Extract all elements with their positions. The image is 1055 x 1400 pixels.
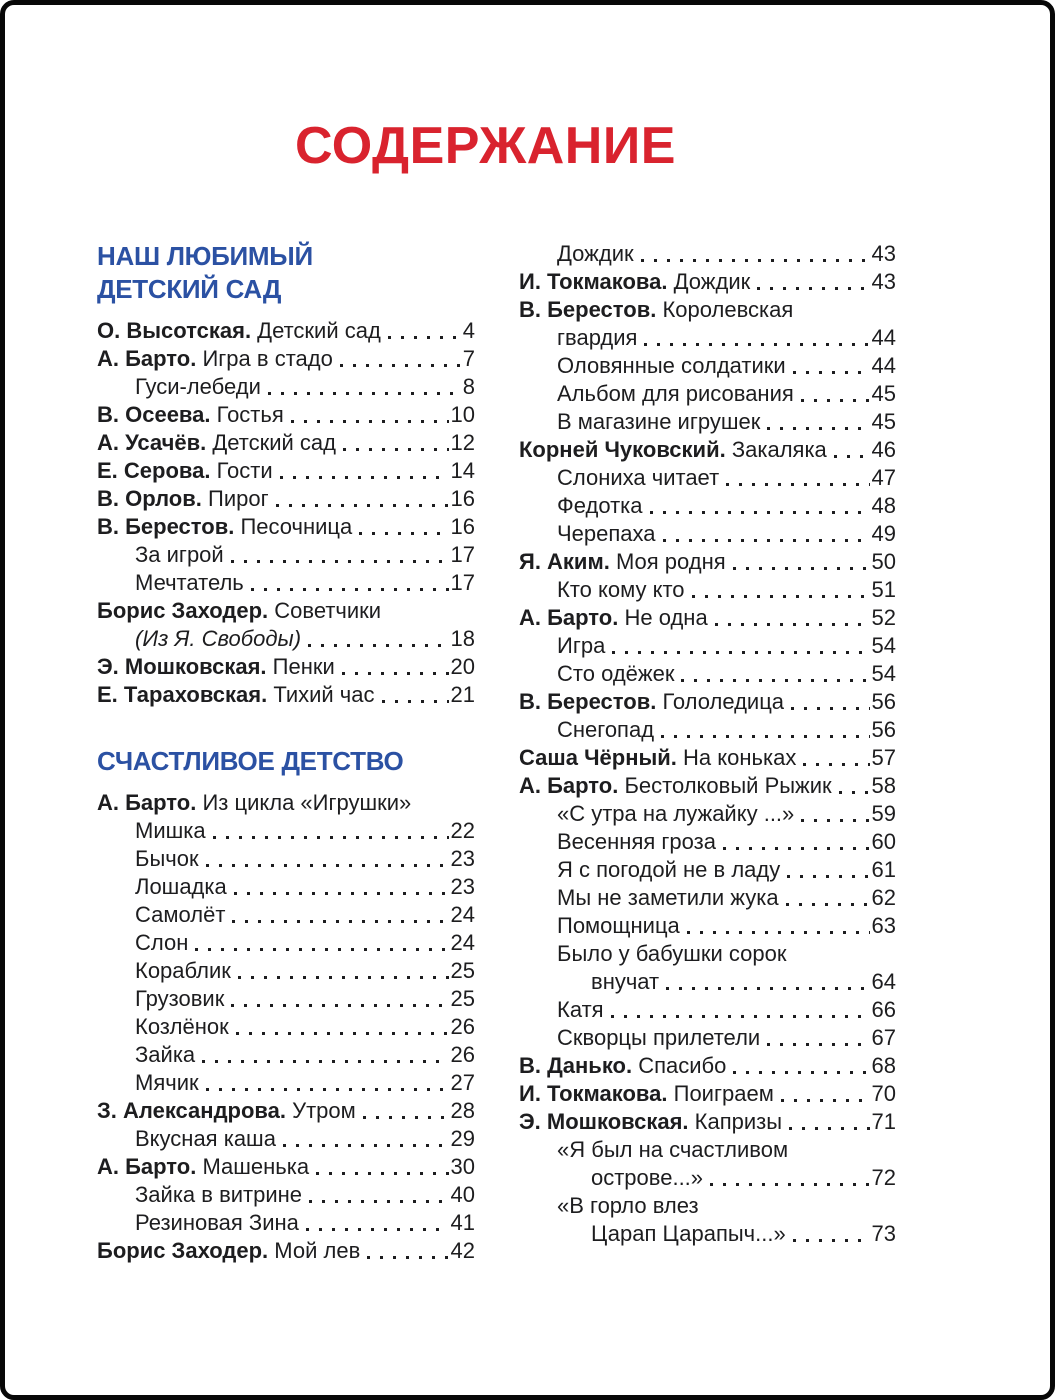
page-number: 64 [871, 969, 896, 994]
toc-entry [519, 1108, 896, 1136]
toc-columns [97, 240, 997, 1265]
entry-author: З. Александрова. [97, 1098, 293, 1123]
dot-leader [786, 903, 870, 912]
page-number: 62 [871, 885, 896, 910]
toc-entry [97, 1125, 475, 1153]
toc-entry [97, 541, 475, 569]
page-number: 18 [450, 626, 475, 651]
page-number: 16 [450, 486, 475, 511]
dot-leader [803, 763, 869, 772]
entry-author: Саша Чёрный. [519, 745, 684, 770]
section-header-line: СЧАСТЛИВОЕ ДЕТСТВО [97, 746, 404, 776]
dot-leader [202, 1060, 448, 1069]
entry-text: «Я был на счастливом [557, 1137, 789, 1162]
entry-text: Катя [557, 997, 604, 1022]
dot-leader [611, 1015, 870, 1024]
dot-leader [710, 1183, 869, 1192]
entry-author: А. Барто. [97, 346, 203, 371]
entry-author: Э. Мошковская. [519, 1109, 695, 1134]
page-number: 72 [871, 1165, 896, 1190]
page-number: 56 [871, 689, 896, 714]
dot-leader [692, 595, 870, 604]
entry-text: острове...» [591, 1165, 704, 1190]
dot-leader [268, 392, 461, 401]
dot-leader [687, 931, 870, 940]
page-number: 24 [450, 902, 475, 927]
toc-entry [97, 1069, 475, 1097]
dot-leader [733, 567, 870, 576]
toc-entry [519, 324, 896, 352]
entry-text: (Из Я. Свободы) [135, 626, 302, 651]
page-number: 26 [450, 1014, 475, 1039]
entry-text: гвардия [557, 325, 638, 350]
page-number: 10 [450, 402, 475, 427]
page-number: 63 [871, 913, 896, 938]
dot-leader [644, 343, 869, 352]
entry-text: внучат [591, 969, 660, 994]
toc-entry [97, 873, 475, 901]
entry-text: Саша Чёрный. На коньках [519, 745, 797, 770]
entry-text: Гуси-лебеди [135, 374, 261, 399]
toc-entry [519, 716, 896, 744]
dot-leader [236, 1032, 449, 1041]
dot-leader [666, 987, 869, 996]
toc-entry [97, 789, 475, 817]
entry-text: В. Берестов. Королевская [519, 297, 794, 322]
entry-text: Черепаха [557, 521, 656, 546]
dot-leader [834, 455, 870, 464]
toc-entry [519, 660, 896, 688]
toc-entry [519, 548, 896, 576]
entry-text: Зайка [135, 1042, 196, 1067]
toc-page [97, 116, 997, 1265]
page-number: 25 [450, 986, 475, 1011]
toc-entry [97, 681, 475, 709]
entry-author: А. Барто. [519, 773, 625, 798]
dot-leader [251, 588, 449, 597]
page-number: 54 [871, 661, 896, 686]
entry-text: Оловянные солдатики [557, 353, 786, 378]
page-title: СОДЕРЖАНИЕ [295, 117, 676, 175]
entry-text: В. Орлов. Пирог [97, 486, 269, 511]
page-number: 57 [871, 745, 896, 770]
toc-entry [519, 688, 896, 716]
toc-entry [519, 380, 896, 408]
toc-entry [519, 1024, 896, 1052]
entry-text: Слон [135, 930, 189, 955]
section-header-line: НАШ ЛЮБИМЫЙ [97, 241, 313, 271]
page-number: 60 [871, 829, 896, 854]
toc-entry [97, 457, 475, 485]
entry-author: Е. Тараховская. [97, 682, 274, 707]
page-number: 23 [450, 846, 475, 871]
entry-text: Альбом для рисования [557, 381, 794, 406]
page-number: 45 [871, 381, 896, 406]
entry-text: Грузовик [135, 986, 225, 1011]
dot-leader [767, 427, 869, 436]
entry-text: Мечтатель [135, 570, 244, 595]
dot-leader [343, 448, 449, 457]
dot-leader [234, 892, 449, 901]
entry-text: Самолёт [135, 902, 226, 927]
entry-text: А. Усачёв. Детский сад [97, 430, 336, 455]
page-number: 42 [450, 1238, 475, 1263]
page-number: 56 [871, 717, 896, 742]
entry-author: В. Данько. [519, 1053, 639, 1078]
entry-text: И. Токмакова. Дождик [519, 269, 751, 294]
toc-entry [97, 1181, 475, 1209]
entry-author: В. Осеева. [97, 402, 217, 427]
dot-leader [291, 420, 449, 429]
page-number: 44 [871, 353, 896, 378]
entry-author: Борис Заходер. [97, 1238, 275, 1263]
entry-text: Резиновая Зина [135, 1210, 299, 1235]
entry-text: Я с погодой не в ладу [557, 857, 781, 882]
toc-entry [97, 401, 475, 429]
page-number: 7 [462, 346, 475, 371]
entry-text: Я. Аким. Моя родня [519, 549, 726, 574]
entry-author: В. Берестов. [519, 689, 663, 714]
toc-entry [519, 828, 896, 856]
page-number: 14 [450, 458, 475, 483]
toc-entry [97, 1097, 475, 1125]
dot-leader [839, 791, 870, 800]
page-number: 66 [871, 997, 896, 1022]
page-number: 49 [871, 521, 896, 546]
dot-leader [206, 1088, 449, 1097]
dot-leader [791, 707, 869, 716]
page-number: 29 [450, 1126, 475, 1151]
dot-leader [276, 504, 449, 513]
dot-leader [793, 371, 870, 380]
dot-leader [612, 651, 869, 660]
page-number: 59 [871, 801, 896, 826]
entry-text: Бычок [135, 846, 199, 871]
entry-text: А. Барто. Из цикла «Игрушки» [97, 790, 412, 815]
dot-leader [801, 399, 870, 408]
entry-author: О. Высотская. [97, 318, 258, 343]
dot-leader [726, 483, 869, 492]
dot-leader [213, 836, 449, 845]
dot-leader [232, 920, 448, 929]
entry-text: З. Александрова. Утром [97, 1098, 356, 1123]
page-number: 67 [871, 1025, 896, 1050]
toc-entry [519, 772, 896, 800]
entry-text: Было у бабушки сорок [557, 941, 787, 966]
page-number: 41 [450, 1210, 475, 1235]
page-number: 70 [871, 1081, 896, 1106]
entry-author: Э. Мошковская. [97, 654, 273, 679]
entry-text: Кораблик [135, 958, 231, 983]
entry-text: Зайка в витрине [135, 1182, 303, 1207]
dot-leader [195, 948, 448, 957]
dot-leader [793, 1239, 870, 1248]
entry-text: Борис Заходер. Советчики [97, 598, 382, 623]
page-number: 20 [450, 654, 475, 679]
toc-entry [519, 856, 896, 884]
toc-entry [519, 1080, 896, 1108]
toc-entry [97, 625, 475, 653]
page-number: 26 [450, 1042, 475, 1067]
toc-entry [519, 296, 896, 324]
entry-author: В. Берестов. [97, 514, 241, 539]
toc-entry [97, 345, 475, 373]
dot-leader [308, 644, 448, 653]
dot-leader [650, 511, 870, 520]
toc-entry [519, 520, 896, 548]
toc-entry [519, 576, 896, 604]
dot-leader [661, 735, 869, 744]
page-number: 28 [450, 1098, 475, 1123]
dot-leader [801, 819, 869, 828]
page-number: 8 [462, 374, 475, 399]
toc-entry [519, 632, 896, 660]
entry-text: Мы не заметили жука [557, 885, 779, 910]
toc-entry [519, 940, 896, 968]
page-number: 52 [871, 605, 896, 630]
page-number: 61 [871, 857, 896, 882]
toc-entry [97, 513, 475, 541]
entry-text: Козлёнок [135, 1014, 229, 1039]
entry-text: О. Высотская. Детский сад [97, 318, 381, 343]
dot-leader [283, 1144, 449, 1153]
page-number: 73 [871, 1221, 896, 1246]
entry-text: В магазине игрушек [557, 409, 761, 434]
toc-entry [97, 845, 475, 873]
entry-text: А. Барто. Бестолковый Рыжик [519, 773, 832, 798]
dot-leader [733, 1071, 869, 1080]
toc-entry [519, 240, 896, 268]
toc-entry [97, 901, 475, 929]
dot-leader [342, 672, 449, 681]
page-number: 46 [871, 437, 896, 462]
page-number: 51 [871, 577, 896, 602]
entry-text: А. Барто. Не одна [519, 605, 708, 630]
entry-text: Е. Серова. Гости [97, 458, 273, 483]
entry-text: Помощница [557, 913, 680, 938]
page-number: 54 [871, 633, 896, 658]
toc-entry [97, 317, 475, 345]
entry-text: Дождик [557, 241, 634, 266]
toc-entry [519, 1192, 896, 1220]
entry-text: Корней Чуковский. Закаляка [519, 437, 827, 462]
dot-leader [382, 700, 449, 709]
page-number: 23 [450, 874, 475, 899]
entry-text: «В горло влез [557, 1193, 699, 1218]
dot-leader [306, 1228, 449, 1237]
entry-author: И. Токмакова. [519, 269, 674, 294]
entry-text: В. Берестов. Песочница [97, 514, 353, 539]
page-number: 50 [871, 549, 896, 574]
toc-entry [97, 373, 475, 401]
dot-leader [238, 976, 449, 985]
toc-entry [519, 1052, 896, 1080]
entry-text: Слониха читает [557, 465, 720, 490]
page-number: 68 [871, 1053, 896, 1078]
page-number: 16 [450, 514, 475, 539]
toc-entry [97, 1209, 475, 1237]
entry-text: Снегопад [557, 717, 655, 742]
page-number: 48 [871, 493, 896, 518]
entry-text: Царап Царапыч...» [591, 1221, 786, 1246]
toc-entry [519, 492, 896, 520]
dot-leader [231, 1004, 448, 1013]
page-number: 21 [450, 682, 475, 707]
toc-entry [97, 429, 475, 457]
toc-entry [519, 268, 896, 296]
entry-author: Я. Аким. [519, 549, 616, 574]
entry-author: А. Барто. [519, 605, 625, 630]
page-number: 47 [871, 465, 896, 490]
toc-entry [97, 597, 475, 625]
toc-column-left [97, 240, 475, 1265]
entry-author: Корней Чуковский. [519, 437, 732, 462]
entry-text: Сто одёжек [557, 661, 675, 686]
entry-text: Вкусная каша [135, 1126, 276, 1151]
section-header [97, 745, 475, 778]
entry-text: Э. Мошковская. Капризы [519, 1109, 783, 1134]
toc-entry [519, 996, 896, 1024]
entry-text: В. Осеева. Гостья [97, 402, 284, 427]
page-number: 24 [450, 930, 475, 955]
dot-leader [781, 1099, 870, 1108]
page-number: 43 [871, 269, 896, 294]
page-number: 27 [450, 1070, 475, 1095]
toc-entry [519, 352, 896, 380]
entry-author: А. Барто. [97, 1154, 203, 1179]
page-number: 40 [450, 1182, 475, 1207]
entry-text: И. Токмакова. Поиграем [519, 1081, 774, 1106]
entry-author: Борис Заходер. [97, 598, 275, 623]
entry-text: Мишка [135, 818, 206, 843]
toc-entry [519, 1164, 896, 1192]
dot-leader [363, 1116, 449, 1125]
dot-leader [367, 1256, 448, 1265]
dot-leader [359, 532, 448, 541]
toc-entry [97, 957, 475, 985]
toc-entry [97, 569, 475, 597]
entry-text: «С утра на лужайку ...» [557, 801, 795, 826]
toc-entry [97, 1237, 475, 1265]
dot-leader [681, 679, 869, 688]
dot-leader [231, 560, 449, 569]
toc-entry [519, 884, 896, 912]
entry-text: Мячик [135, 1070, 199, 1095]
entry-text: В. Берестов. Гололедица [519, 689, 785, 714]
page-number: 44 [871, 325, 896, 350]
dot-leader [206, 864, 449, 873]
dot-leader [723, 847, 870, 856]
dot-leader [388, 336, 461, 345]
toc-entry [519, 800, 896, 828]
page-number: 17 [450, 570, 475, 595]
dot-leader [340, 364, 461, 373]
toc-entry [97, 1153, 475, 1181]
section-header [97, 240, 475, 306]
dot-leader [280, 476, 449, 485]
toc-entry [519, 464, 896, 492]
toc-entry [519, 604, 896, 632]
entry-text: В. Данько. Спасибо [519, 1053, 727, 1078]
page-number: 4 [462, 318, 475, 343]
dot-leader [309, 1200, 448, 1209]
entry-text: За игрой [135, 542, 224, 567]
toc-entry [519, 912, 896, 940]
toc-entry [97, 929, 475, 957]
page-number: 58 [871, 773, 896, 798]
entry-text: Федотка [557, 493, 643, 518]
toc-entry [97, 817, 475, 845]
page-number: 25 [450, 958, 475, 983]
entry-text: Э. Мошковская. Пенки [97, 654, 335, 679]
section-header-line: ДЕТСКИЙ САД [97, 274, 282, 304]
toc-entry [519, 1136, 896, 1164]
entry-text: А. Барто. Машенька [97, 1154, 310, 1179]
dot-leader [757, 287, 869, 296]
entry-text: Борис Заходер. Мой лев [97, 1238, 361, 1263]
dot-leader [789, 1127, 869, 1136]
entry-text: Е. Тараховская. Тихий час [97, 682, 375, 707]
toc-column-right [519, 240, 896, 1265]
toc-entry [519, 968, 896, 996]
entry-author: В. Орлов. [97, 486, 208, 511]
dot-leader [316, 1172, 448, 1181]
entry-text: Весенняя гроза [557, 829, 716, 854]
entry-text: А. Барто. Игра в стадо [97, 346, 333, 371]
entry-author: А. Усачёв. [97, 430, 213, 455]
entry-author: Е. Серова. [97, 458, 217, 483]
page-number: 43 [871, 241, 896, 266]
entry-author: И. Токмакова. [519, 1081, 674, 1106]
page-number: 22 [450, 818, 475, 843]
toc-entry [97, 1041, 475, 1069]
entry-text: Кто кому кто [557, 577, 685, 602]
page-number: 45 [871, 409, 896, 434]
toc-entry [519, 436, 896, 464]
page-number: 30 [450, 1154, 475, 1179]
toc-entry [519, 1220, 896, 1248]
toc-entry [97, 485, 475, 513]
entry-author: В. Берестов. [519, 297, 663, 322]
toc-entry [97, 985, 475, 1013]
dot-leader [787, 875, 869, 884]
entry-author: А. Барто. [97, 790, 203, 815]
dot-leader [641, 259, 870, 268]
page-number: 17 [450, 542, 475, 567]
dot-leader [663, 539, 870, 548]
entry-text: Лошадка [135, 874, 227, 899]
dot-leader [767, 1043, 869, 1052]
entry-text: Скворцы прилетели [557, 1025, 761, 1050]
toc-entry [519, 408, 896, 436]
entry-text: Игра [557, 633, 606, 658]
page-number: 12 [450, 430, 475, 455]
toc-entry [519, 744, 896, 772]
toc-entry [97, 1013, 475, 1041]
toc-entry [97, 653, 475, 681]
page-number: 71 [871, 1109, 896, 1134]
dot-leader [715, 623, 870, 632]
